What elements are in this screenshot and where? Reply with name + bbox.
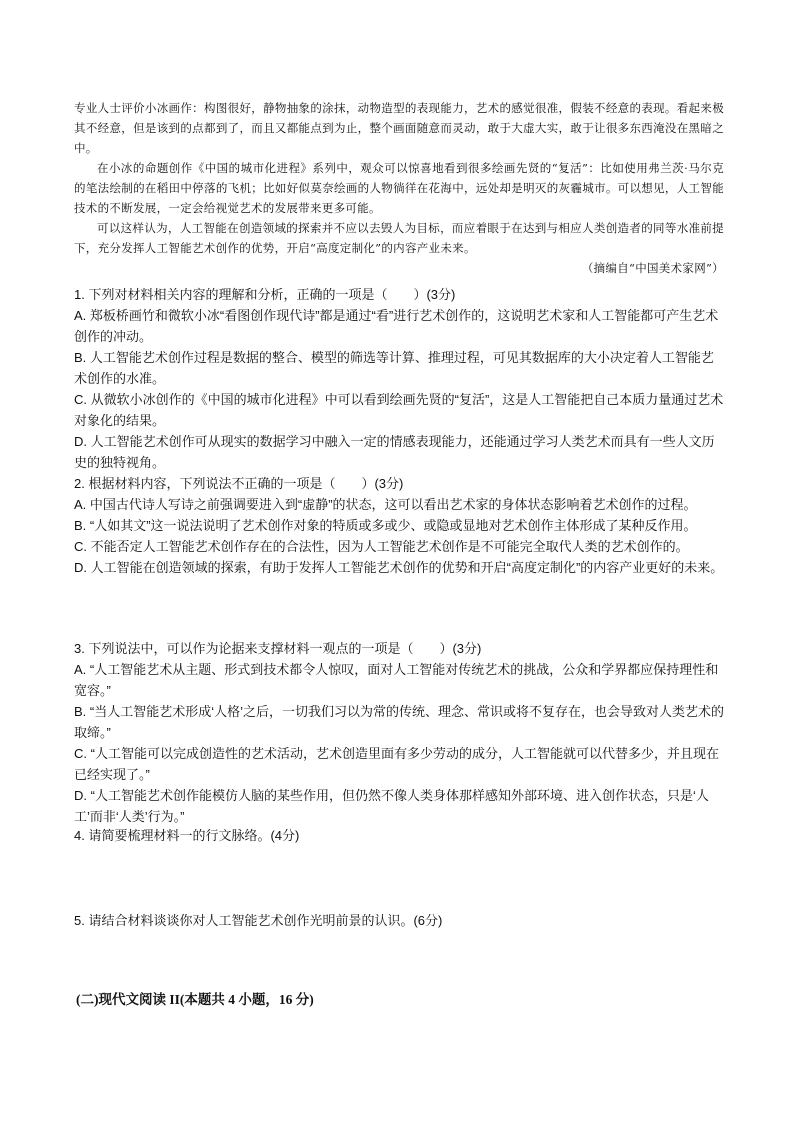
- passage-paragraph-1: 专业人士评价小冰画作：构图很好，静物抽象的涂抹，动物造型的表现能力，艺术的感觉很准，假装不经意的表现。看起来极其不经意，但是该到的点都到了，而且又都能点到为止，整个画面随意而灵动，敢于大虚大实，敢于让很多东西淹没在黑暗之中。: [74, 101, 724, 155]
- question-option-d: D. 人工智能在创造领域的探索，有助于发挥人工智能艺术创作的优势和开启“高度定制化”的内容产业更好的未来。: [74, 560, 724, 575]
- question-stem: 2. 根据材料内容，下列说法不正确的一项是（ ）(3分): [74, 476, 404, 491]
- question-option-c: C. 从微软小冰创作的《中国的城市化进程》中可以看到绘画先贤的“复活”，这是人工智能把自己本质力量通过艺术对象化的结果。: [74, 392, 724, 428]
- question-5: [74, 910, 724, 931]
- question-option-b: B. “人如其文”这一说法说明了艺术创作对象的特质或多或少、或隐或显地对艺术创作主体形成了某种反作用。: [74, 518, 697, 533]
- question-option-d: D. “人工智能艺术创作能模仿人脑的某些作用，但仍然不像人类身体那样感知外部环境、进入创作状态，只是‘人工’而非‘人类’行为。”: [74, 788, 709, 824]
- question-1: [74, 284, 724, 473]
- question-option-b: B. “当人工智能艺术形成‘人格’之后，一切我们习以为常的传统、理念、常识或将不复存在，也会导致对人类艺术的取缔。”: [74, 704, 725, 740]
- question-option-d: D. 人工智能艺术创作可从现实的数据学习中融入一定的情感表现能力，还能通过学习人类艺术而具有一些人文历史的独特视角。: [74, 434, 715, 470]
- section-heading: (二)现代文阅读 II(本题共 4 小题，16 分): [76, 992, 314, 1007]
- question-4: [74, 825, 724, 846]
- reading-passage: [74, 98, 724, 278]
- question-option-b: B. 人工智能艺术创作过程是数据的整合、模型的筛选等计算、推理过程，可见其数据库的大小决定着人工智能艺术创作的水准。: [74, 350, 714, 386]
- question-2: [74, 473, 724, 578]
- question-option-c: C. 不能否定人工智能艺术创作存在的合法性，因为人工智能艺术创作是不可能完全取代人类的艺术创作的。: [74, 539, 689, 554]
- question-option-a: A. 中国古代诗人写诗之前强调要进入到“虚静”的状态，这可以看出艺术家的身体状态影响着艺术创作的过程。: [74, 497, 697, 512]
- question-stem: 1. 下列对材料相关内容的理解和分析，正确的一项是（ ）(3分): [74, 287, 456, 302]
- question-stem: 5. 请结合材料谈谈你对人工智能艺术创作光明前景的认识。(6分): [74, 913, 443, 928]
- question-stem: 3. 下列说法中，可以作为论据来支撑材料一观点的一项是（ ）(3分): [74, 641, 482, 656]
- question-option-c: C. “人工智能可以完成创造性的艺术活动，艺术创造里面有多少劳动的成分，人工智能就可以代替多少，并且现在已经实现了。”: [74, 746, 719, 782]
- passage-paragraph-3: 可以这样认为，人工智能在创造领域的探索并不应以去毁人为目标，而应着眼于在达到与相应人类创造者的同等水准前提下，充分发挥人工智能艺术创作的优势，开启“高度定制化”的内容产业未来。: [74, 221, 724, 255]
- passage-source: （摘编自“中国美术家网”）: [581, 261, 724, 275]
- question-option-a: A. 郑板桥画竹和微软小冰“看图创作现代诗”都是通过“看”进行艺术创作的，这说明艺术家和人工智能都可产生艺术创作的冲动。: [74, 308, 719, 344]
- passage-paragraph-2: 在小冰的命题创作《中国的城市化进程》系列中，观众可以惊喜地看到很多绘画先贤的“复活”：比如使用弗兰茨·马尔克的笔法绘制的在稻田中停落的飞机；比如好似莫奈绘画的人物徜徉在花海中，远处却是明灭的灰霾城市。可以想见，人工智能技术的不断发展，一定会给视觉艺术的发展带来更多可能。: [74, 161, 724, 215]
- question-3: [74, 638, 724, 827]
- question-stem: 4. 请简要梳理材料一的行文脉络。(4分): [74, 828, 300, 843]
- question-option-a: A. “人工智能艺术从主题、形式到技术都令人惊叹，面对人工智能对传统艺术的挑战，公众和学界都应保持理性和宽容。”: [74, 662, 719, 698]
